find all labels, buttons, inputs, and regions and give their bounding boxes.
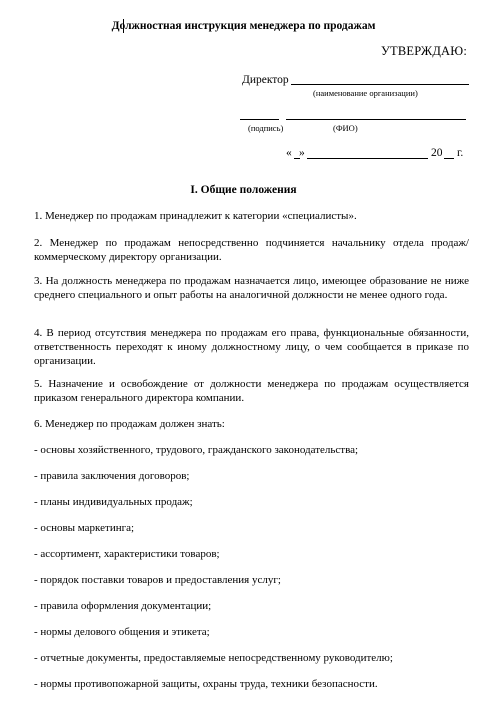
date-close-quote: » [299, 147, 305, 159]
list-item: - правила заключения договоров; [34, 470, 190, 482]
paragraph-5: 5. Назначение и освобождение от должности менеджера по продажам осуществляется приказом генерального директора компании. [34, 378, 469, 404]
list-item: - ассортимент, характеристики товаров; [34, 548, 220, 560]
date-open-quote: « [286, 147, 292, 159]
approve-label: УТВЕРЖДАЮ: [380, 44, 467, 58]
list-item: - нормы делового общения и этикета; [34, 626, 210, 638]
fio-caption: (ФИО) [333, 123, 358, 133]
date-year-line [444, 158, 454, 159]
list-item: - нормы противопожарной защиты, охраны труда, техники безопасности. [34, 678, 378, 690]
date-year: 20 [431, 147, 443, 159]
paragraph-1: 1. Менеджер по продажам принадлежит к категории «специалисты». [34, 210, 357, 222]
date-suffix: г. [457, 147, 464, 159]
paragraph-6: 6. Менеджер по продажам должен знать: [34, 418, 225, 430]
director-label: Директор [242, 74, 289, 86]
list-item: - основы маркетинга; [34, 522, 135, 534]
list-item: - порядок поставки товаров и предоставления услуг; [34, 574, 281, 586]
fio-line [286, 119, 466, 120]
list-item: - правила оформления документации; [34, 600, 212, 612]
organization-line [291, 84, 469, 85]
list-item: - планы индивидуальных продаж; [34, 496, 193, 508]
signature-caption: (подпись) [248, 123, 284, 133]
date-month-line [307, 158, 428, 159]
paragraph-2: 2. Менеджер по продажам непосредственно подчиняется начальнику отдела продаж/коммерческому директору организации. [34, 237, 469, 263]
document-title: Должностная инструкция менеджера по продажам [111, 20, 376, 32]
signature-line [240, 119, 279, 120]
paragraph-3: 3. На должность менеджера по продажам назначается лицо, имеющее образование не ниже среднего специального и опыт работы на аналогичной должности не менее одного года. [34, 275, 469, 301]
list-item: - основы хозяйственного, трудового, гражданского законодательства; [34, 444, 359, 456]
list-item: - отчетные документы, предоставляемые непосредственному руководителю; [34, 652, 393, 664]
organization-caption: (наименование организации) [313, 88, 418, 98]
section-title: I. Общие положения [190, 184, 297, 196]
paragraph-4: 4. В период отсутствия менеджера по продажам его права, функциональные обязанности, ответственность переходят к иному должностному лицу, о чем сообщается в приказе по организации. [34, 327, 469, 367]
